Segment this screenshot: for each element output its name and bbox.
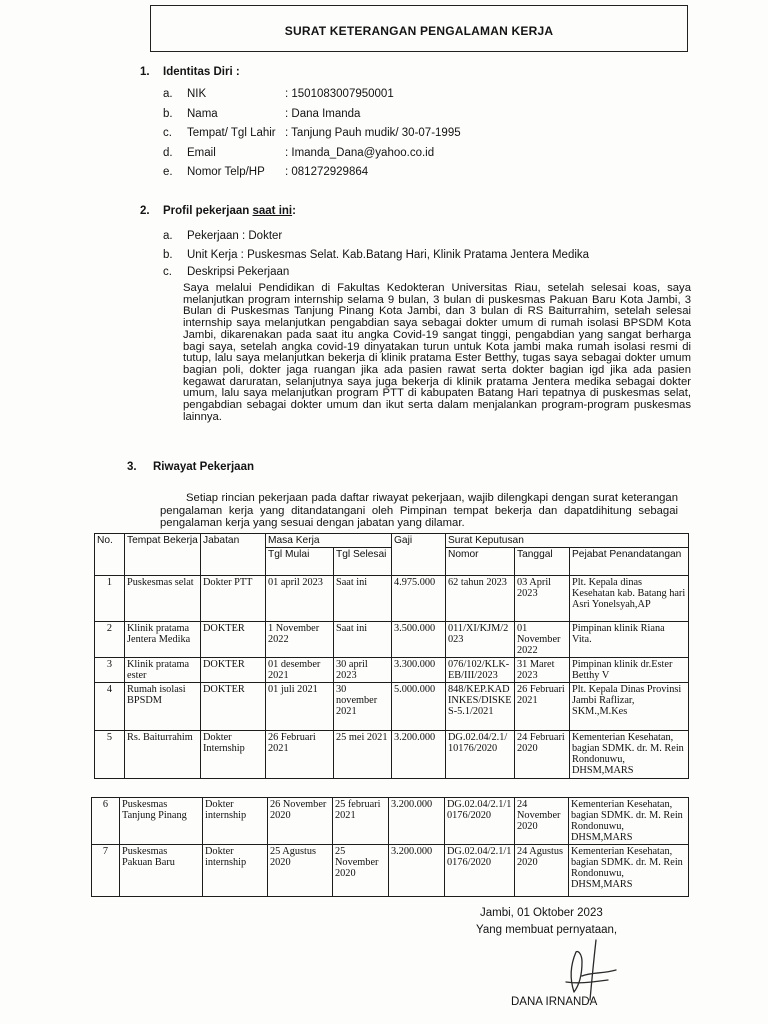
section-1-heading: Identitas Diri :: [163, 66, 240, 78]
statement-label: Yang membuat pernyataan,: [476, 924, 618, 936]
cell-selesai: 25 mei 2021: [334, 731, 392, 779]
cell-tanggal: 26 Februari 2021: [515, 683, 570, 731]
cell-tempat: Puskesmas selat: [125, 576, 201, 622]
cell-nomor: 011/XI/KJM/2023: [446, 622, 515, 658]
cell-pejabat: Pimpinan klinik Riana Vita.: [570, 622, 689, 658]
cell-no: 1: [95, 576, 125, 622]
header-tgl-mulai: Tgl Mulai: [266, 548, 334, 576]
cell-nomor: 848/KEP.KADINKES/DISKES-5.1/2021: [446, 683, 515, 731]
identity-letter: c.: [163, 127, 172, 139]
header-tgl-selesai: Tgl Selesai: [334, 548, 392, 576]
section-3-heading: Riwayat Pekerjaan: [153, 461, 255, 473]
cell-jabatan: Dokter internship: [203, 798, 268, 845]
profile-letter: a.: [163, 230, 173, 242]
cell-nomor: 076/102/KLK-EB/III/2023: [446, 658, 515, 683]
title-box: [150, 5, 688, 52]
section-3-number: 3.: [127, 461, 137, 473]
cell-pejabat: Plt. Kepala Dinas Provinsi Jambi Raflizar, SKM.,M.Kes: [570, 683, 689, 731]
cell-pejabat: Kementerian Kesehatan, bagian SDMK. dr. M. Rein Rondonuwu, DHSM,MARS: [570, 731, 689, 779]
cell-jabatan: Dokter PTT: [201, 576, 266, 622]
section-2-heading-colon: :: [292, 205, 296, 217]
place-date: Jambi, 01 Oktober 2023: [480, 907, 603, 919]
cell-selesai: Saat ini: [334, 576, 392, 622]
cell-tempat: Puskesmas Pakuan Baru: [120, 845, 203, 897]
profile-text: Deskripsi Pekerjaan: [187, 266, 290, 278]
identity-label: Nama: [187, 108, 218, 120]
cell-mulai: 1 November 2022: [266, 622, 334, 658]
identity-label: Nomor Telp/HP: [187, 166, 265, 178]
cell-tanggal: 24 Agustus 2020: [515, 845, 569, 897]
cell-pejabat: Kementerian Kesehatan, bagian SDMK. dr. M. Rein Rondonuwu, DHSM,MARS: [569, 798, 689, 845]
table-row: [95, 731, 689, 779]
cell-no: 3: [95, 658, 125, 683]
work-history-table: [94, 533, 689, 779]
cell-tempat: Klinik pratama Jentera Medika: [125, 622, 201, 658]
cell-gaji: 3.300.000: [392, 658, 446, 683]
identity-value: : Dana Imanda: [285, 108, 361, 120]
history-intro-paragraph: Setiap rincian pekerjaan pada daftar riwayat pekerjaan, wajib dilengkapi dengan surat keterangan pengalaman kerja yang ditandatangani oleh Pimpinan tempat bekerja dan dapatdihitung sebagai pengalaman kerja yang sesuai dengan jabatan yang dilamar.: [160, 492, 678, 529]
section-2-heading-underlined: saat ini: [252, 205, 293, 217]
header-pejabat: Pejabat Penandatangan: [570, 548, 689, 576]
document-title: SURAT KETERANGAN PENGALAMAN KERJA: [284, 24, 554, 38]
cell-mulai: 01 desember 2021: [266, 658, 334, 683]
cell-mulai: 01 juli 2021: [266, 683, 334, 731]
table-row: [92, 845, 689, 897]
cell-no: 7: [92, 845, 120, 897]
cell-nomor: 62 tahun 2023: [446, 576, 515, 622]
cell-no: 4: [95, 683, 125, 731]
cell-selesai: 25 februari 2021: [333, 798, 389, 845]
header-gaji: Gaji: [392, 534, 446, 576]
cell-tanggal: 24 November 2020: [515, 798, 569, 845]
cell-mulai: 26 November 2020: [268, 798, 333, 845]
header-masa-kerja: Masa Kerja: [266, 534, 392, 548]
table-row: [95, 683, 689, 731]
section-2-number: 2.: [140, 205, 150, 217]
identity-value: : Imanda_Dana@yahoo.co.id: [285, 147, 435, 159]
header-tanggal: Tanggal: [515, 548, 570, 576]
identity-letter: d.: [163, 147, 173, 159]
cell-mulai: 25 Agustus 2020: [268, 845, 333, 897]
cell-selesai: 30 april 2023: [334, 658, 392, 683]
table-row: [95, 576, 689, 622]
header-surat-keputusan: Surat Keputusan: [446, 534, 689, 548]
cell-gaji: 4.975.000: [392, 576, 446, 622]
signer-name: DANA IRNANDA: [511, 996, 598, 1008]
identity-value: : Tanjung Pauh mudik/ 30-07-1995: [285, 127, 461, 139]
identity-value: : 081272929864: [285, 166, 369, 178]
cell-tempat: Klinik pratama ester: [125, 658, 201, 683]
cell-tanggal: 31 Maret 2023: [515, 658, 570, 683]
cell-gaji: 3.200.000: [389, 845, 445, 897]
cell-tanggal: 01 November 2022: [515, 622, 570, 658]
cell-tempat: Puskesmas Tanjung Pinang: [120, 798, 203, 845]
identity-label: NIK: [187, 88, 207, 100]
cell-no: 2: [95, 622, 125, 658]
profile-text: Unit Kerja : Puskesmas Selat. Kab.Batang Hari, Klinik Pratama Jentera Medika: [187, 249, 590, 261]
cell-nomor: DG.02.04/2.1/10176/2020: [446, 731, 515, 779]
job-description-paragraph: Saya melalui Pendidikan di Fakultas Kedokteran Universitas Riau, setelah selesai koas, saya melanjutkan program internship selama 9 bulan, 3 bulan di puskesmas Pakuan Baru Kota Jambi, 3 Bulan di Puskesmas Tanjung Pinang Kota Jambi, dan 3 bulan di RS Baiturrahim, setelah selesai internship saya melanjutkan pengabdian saya sebagai dokter umum di rumah isolasi BPSDM Kota Jambi, dikarenakan pada saat itu angka Covid-19 sangat tinggi, pengabdian yang sangat berharga bagi saya, setelah angka covid-19 dinyatakan turun untuk Kota jambi maka rumah isolasi resmi di tutup, lalu saya melanjutkan bekerja di klinik pratama Ester Betthy, tugas saya sebagai dokter umum bagian poli, dokter jaga ruangan jika ada pasien rawat serta dokter bagian igd jika ada pasien kegawat daruratan, selanjutnya saya juga bekerja di klinik pratama Jentera medika sebagai dokter umum, lalu saya melanjutkan program PTT di kabupaten Batang Hari tepatnya di puskesmas selat, pengabdian sebagai dokter umum dan ikut serta dalam menjalankan program-program puskesmas lainnya.: [183, 282, 691, 423]
identity-value: : 1501083007950001: [285, 88, 394, 100]
section-2-heading-text: Profil pekerjaan: [163, 205, 253, 217]
cell-tempat: Rs. Baiturrahim: [125, 731, 201, 779]
cell-nomor: DG.02.04/2.1/10176/2020: [445, 845, 515, 897]
cell-gaji: 5.000.000: [392, 683, 446, 731]
cell-selesai: Saat ini: [334, 622, 392, 658]
cell-jabatan: DOKTER: [201, 658, 266, 683]
table-row: [95, 658, 689, 683]
cell-selesai: 25 November 2020: [333, 845, 389, 897]
identity-letter: a.: [163, 88, 173, 100]
cell-tempat: Rumah isolasi BPSDM: [125, 683, 201, 731]
cell-gaji: 3.200.000: [389, 798, 445, 845]
cell-jabatan: Dokter Internship: [201, 731, 266, 779]
identity-label: Email: [187, 147, 216, 159]
header-jabatan: Jabatan: [201, 534, 266, 576]
header-no: No.: [95, 534, 125, 576]
cell-jabatan: DOKTER: [201, 622, 266, 658]
cell-selesai: 30 november 2021: [334, 683, 392, 731]
cell-mulai: 26 Februari 2021: [266, 731, 334, 779]
header-nomor: Nomor: [446, 548, 515, 576]
cell-jabatan: DOKTER: [201, 683, 266, 731]
section-1-number: 1.: [140, 66, 150, 78]
cell-gaji: 3.200.000: [392, 731, 446, 779]
cell-nomor: DG.02.04/2.1/10176/2020: [445, 798, 515, 845]
table-row: [92, 798, 689, 845]
section-2-heading: [163, 205, 296, 217]
profile-letter: b.: [163, 249, 173, 261]
cell-pejabat: Plt. Kepala dinas Kesehatan kab. Batang hari Asri Yonelsyah,AP: [570, 576, 689, 622]
cell-no: 6: [92, 798, 120, 845]
cell-gaji: 3.500.000: [392, 622, 446, 658]
header-tempat: Tempat Bekerja: [125, 534, 201, 576]
cell-tanggal: 24 Februari 2020: [515, 731, 570, 779]
identity-label: Tempat/ Tgl Lahir: [187, 127, 276, 139]
table-row: [95, 622, 689, 658]
cell-mulai: 01 april 2023: [266, 576, 334, 622]
cell-jabatan: Dokter internship: [203, 845, 268, 897]
cell-no: 5: [95, 731, 125, 779]
cell-pejabat: Pimpinan klinik dr.Ester Betthy V: [570, 658, 689, 683]
identity-letter: b.: [163, 108, 173, 120]
identity-letter: e.: [163, 166, 173, 178]
work-history-table-continued: [91, 797, 689, 897]
cell-pejabat: Kementerian Kesehatan, bagian SDMK. dr. M. Rein Rondonuwu, DHSM,MARS: [569, 845, 689, 897]
profile-text: Pekerjaan : Dokter: [187, 230, 283, 242]
signature-mark: [536, 932, 646, 1004]
profile-letter: c.: [163, 266, 172, 278]
cell-tanggal: 03 April 2023: [515, 576, 570, 622]
